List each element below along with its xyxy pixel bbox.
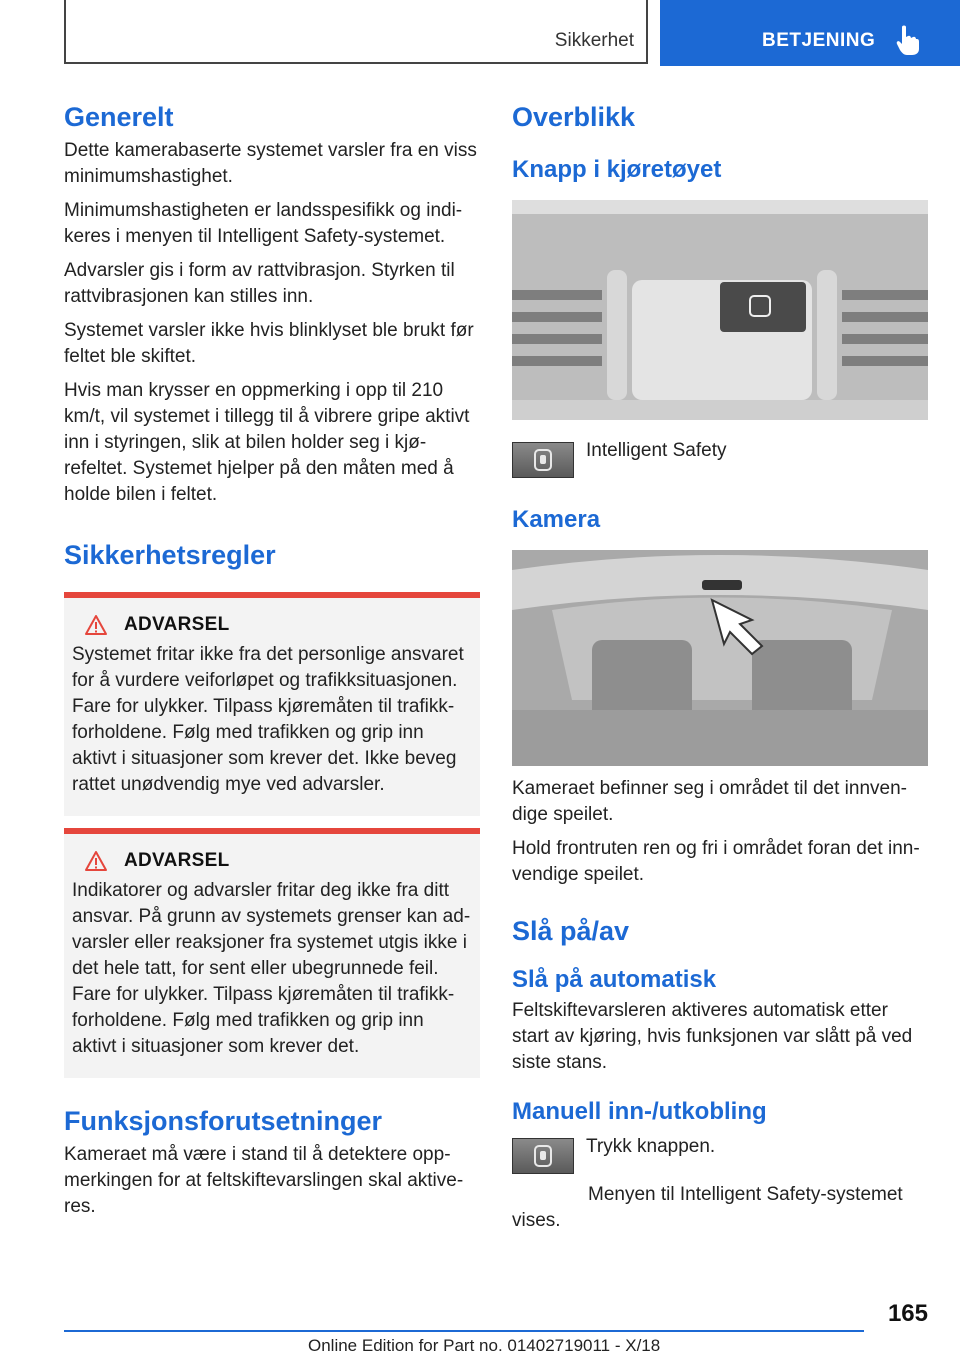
- header-section-title: Sikkerhet: [554, 30, 634, 51]
- camera-location-photo: [512, 550, 928, 766]
- intelligent-safety-button-icon: [512, 442, 574, 478]
- pointing-hand-icon: [896, 25, 920, 55]
- auto-paragraph: Feltskiftevarsleren aktiveres automatisk etter start av kjøring, hvis funksjonen var slått på ved siste stans.: [512, 1000, 913, 1073]
- funksjon-paragraph: Kameraet må være i stand til å detektere opp-merkingen for at feltskiftevarslingen skal aktive-res.: [64, 1144, 464, 1217]
- intelligent-safety-label: Intelligent Safety: [586, 440, 727, 461]
- intelligent-safety-row: [512, 442, 928, 478]
- knapp-heading: Knapp i kjøretøyet: [512, 156, 722, 183]
- header-chapter-title: BETJENING: [762, 30, 876, 51]
- manuell-result: Menyen til Intelligent Safety-systemet vises.: [512, 1184, 903, 1231]
- footer-divider: [64, 1330, 864, 1332]
- warning-text: Indikatorer og advarsler fritar deg ikke fra ditt ansvar. På grunn av systemets grenser kan ad-varsler eller reaksjoner fra systemet utgis ikke i det hele tatt, for sent eller ubegrunnede feil. Fare for ulykker. Tilpass kjøremåten til trafikk-forholdene. Følg med trafikken og grip inn aktivt i situasjoner som krever det.: [72, 880, 471, 1057]
- generelt-paragraph: Dette kamerabaserte systemet varsler fra en viss minimumshastighet.: [64, 140, 477, 187]
- warning-title: ADVARSEL: [124, 850, 230, 871]
- warning-triangle-icon: [84, 850, 108, 872]
- generelt-heading: Generelt: [64, 102, 174, 132]
- generelt-paragraph: Advarsler gis i form av rattvibrasjon. Styrken til rattvibrasjonen kan stilles inn.: [64, 260, 455, 307]
- left-column: [64, 100, 480, 1220]
- kamera-paragraph: Kameraet befinner seg i området til det innven-dige speilet.: [512, 778, 907, 825]
- generelt-paragraph: Hvis man krysser en oppmerking i opp til 210 km/t, vil systemet i tillegg til å vibrere gripe aktivt inn i styringen, slik at bilen holder seg i kjø-refeltet. Systemet hjelper på den måten med å holde bilen i feltet.: [64, 380, 470, 505]
- manuell-heading: Manuell inn-/utkobling: [512, 1098, 767, 1125]
- dashboard-button-photo: [512, 200, 928, 420]
- warning-triangle-icon: [84, 614, 108, 636]
- warning-box: [64, 828, 480, 1078]
- funksjonsforutsetninger-heading: Funksjonsforutsetninger: [64, 1106, 383, 1136]
- overblikk-heading: Overblikk: [512, 102, 636, 132]
- kamera-heading: Kamera: [512, 506, 601, 533]
- page-number: 165: [887, 1300, 928, 1327]
- manuell-step: Trykk knappen.: [586, 1136, 716, 1157]
- warning-box: [64, 592, 480, 816]
- header-section-box: [64, 0, 648, 64]
- intelligent-safety-button-icon: [512, 1138, 574, 1174]
- warning-title: ADVARSEL: [124, 614, 230, 635]
- sla-pa-av-heading: Slå på/av: [512, 916, 630, 946]
- warning-text: Systemet fritar ikke fra det personlige ansvaret for å vurdere veiforløpet og trafikksituasjonen. Fare for ulykker. Tilpass kjøremåten til trafikk-forholdene. Følg med trafikken og grip inn aktivt i situasjoner som krever det. Ikke beveg rattet unødvendig mye ved advarsler.: [72, 644, 464, 795]
- generelt-paragraph: Systemet varsler ikke hvis blinklyset ble brukt før feltet ble skiftet.: [64, 320, 474, 367]
- header-chapter-tab: [660, 0, 960, 66]
- sikkerhetsregler-heading: Sikkerhetsregler: [64, 540, 276, 570]
- manuell-row: [512, 1134, 928, 1174]
- kamera-paragraph: Hold frontruten ren og fri i området foran det inn-vendige speilet.: [512, 838, 920, 885]
- sla-pa-automatisk-heading: Slå på automatisk: [512, 966, 717, 993]
- generelt-paragraph: Minimumshastigheten er landsspesifikk og indi-keres i menyen til Intelligent Safety-systemet.: [64, 200, 463, 247]
- right-column: [512, 100, 928, 1234]
- footer-edition: Online Edition for Part no. 01402719011 - X/18: [308, 1336, 661, 1355]
